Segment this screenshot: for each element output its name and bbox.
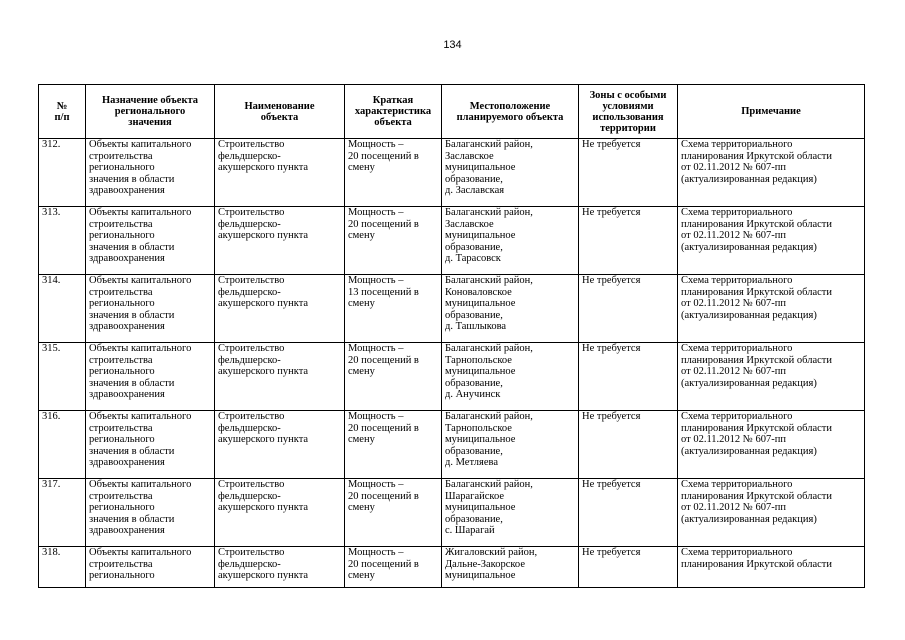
cell-zones: Не требуется (579, 343, 678, 411)
cell-purpose: Объекты капитального строительства регионального значения в области здравоохранения (86, 139, 215, 207)
cell-name: Строительство фельдшерско- акушерского пункта (215, 139, 345, 207)
cell-zones: Не требуется (579, 479, 678, 547)
cell-zones: Не требуется (579, 207, 678, 275)
header-cell-number: № п/п (39, 85, 86, 139)
cell-note: Схема территориального планирования Иркутской области от 02.11.2012 № 607-пп (актуализированная редакция) (678, 139, 865, 207)
table-row (39, 139, 865, 207)
cell-note: Схема территориального планирования Иркутской области от 02.11.2012 № 607-пп (актуализированная редакция) (678, 275, 865, 343)
cell-name: Строительство фельдшерско- акушерского пункта (215, 343, 345, 411)
cell-purpose: Объекты капитального строительства регионального (86, 547, 215, 588)
cell-characteristic: Мощность – 20 посещений в смену (345, 343, 442, 411)
cell-location: Балаганский район, Шарагайское муниципальное образование, с. Шарагай (442, 479, 579, 547)
table-header-row (39, 85, 865, 139)
cell-characteristic: Мощность – 20 посещений в смену (345, 479, 442, 547)
cell-zones: Не требуется (579, 139, 678, 207)
cell-name: Строительство фельдшерско- акушерского пункта (215, 479, 345, 547)
cell-number: 315. (39, 343, 86, 411)
cell-name: Строительство фельдшерско- акушерского пункта (215, 411, 345, 479)
header-cell-note: Примечание (678, 85, 865, 139)
cell-location: Балаганский район, Заславское муниципальное образование, д. Тарасовск (442, 207, 579, 275)
cell-characteristic: Мощность – 20 посещений в смену (345, 207, 442, 275)
cell-characteristic: Мощность – 13 посещений в смену (345, 275, 442, 343)
table-row (39, 479, 865, 547)
cell-note: Схема территориального планирования Иркутской области от 02.11.2012 № 607-пп (актуализированная редакция) (678, 207, 865, 275)
cell-name: Строительство фельдшерско- акушерского пункта (215, 207, 345, 275)
cell-note: Схема территориального планирования Иркутской области от 02.11.2012 № 607-пп (актуализированная редакция) (678, 343, 865, 411)
cell-location: Жигаловский район, Дальне-Закорское муниципальное (442, 547, 579, 588)
cell-number: 316. (39, 411, 86, 479)
cell-location: Балаганский район, Тарнопольское муниципальное образование, д. Анучинск (442, 343, 579, 411)
header-cell-zones: Зоны с особыми условиями использования территории (579, 85, 678, 139)
table-row (39, 343, 865, 411)
cell-note: Схема территориального планирования Иркутской области от 02.11.2012 № 607-пп (актуализированная редакция) (678, 411, 865, 479)
cell-zones: Не требуется (579, 547, 678, 588)
cell-number: 313. (39, 207, 86, 275)
cell-number: 312. (39, 139, 86, 207)
table-row (39, 275, 865, 343)
cell-purpose: Объекты капитального строительства регионального значения в области здравоохранения (86, 207, 215, 275)
table-row (39, 547, 865, 588)
table-row (39, 411, 865, 479)
cell-location: Балаганский район, Тарнопольское муниципальное образование, д. Метляева (442, 411, 579, 479)
cell-zones: Не требуется (579, 411, 678, 479)
cell-characteristic: Мощность – 20 посещений в смену (345, 411, 442, 479)
table-row (39, 207, 865, 275)
page-number: 134 (443, 39, 462, 51)
cell-purpose: Объекты капитального строительства регионального значения в области здравоохранения (86, 343, 215, 411)
cell-location: Балаганский район, Коноваловское муниципальное образование, д. Ташлыкова (442, 275, 579, 343)
cell-note: Схема территориального планирования Иркутской области (678, 547, 865, 588)
cell-characteristic: Мощность – 20 посещений в смену (345, 139, 442, 207)
cell-purpose: Объекты капитального строительства регионального значения в области здравоохранения (86, 479, 215, 547)
header-cell-purpose: Назначение объекта регионального значения (86, 85, 215, 139)
cell-name: Строительство фельдшерско- акушерского пункта (215, 275, 345, 343)
cell-number: 318. (39, 547, 86, 588)
cell-purpose: Объекты капитального строительства регионального значения в области здравоохранения (86, 275, 215, 343)
cell-number: 317. (39, 479, 86, 547)
cell-zones: Не требуется (579, 275, 678, 343)
header-cell-name: Наименование объекта (215, 85, 345, 139)
cell-purpose: Объекты капитального строительства регионального значения в области здравоохранения (86, 411, 215, 479)
cell-characteristic: Мощность – 20 посещений в смену (345, 547, 442, 588)
header-cell-characteristic: Краткая характеристика объекта (345, 85, 442, 139)
cell-name: Строительство фельдшерско- акушерского пункта (215, 547, 345, 588)
cell-number: 314. (39, 275, 86, 343)
header-cell-location: Местоположение планируемого объекта (442, 85, 579, 139)
cell-note: Схема территориального планирования Иркутской области от 02.11.2012 № 607-пп (актуализированная редакция) (678, 479, 865, 547)
cell-location: Балаганский район, Заславское муниципальное образование, д. Заславская (442, 139, 579, 207)
objects-table (38, 84, 865, 588)
